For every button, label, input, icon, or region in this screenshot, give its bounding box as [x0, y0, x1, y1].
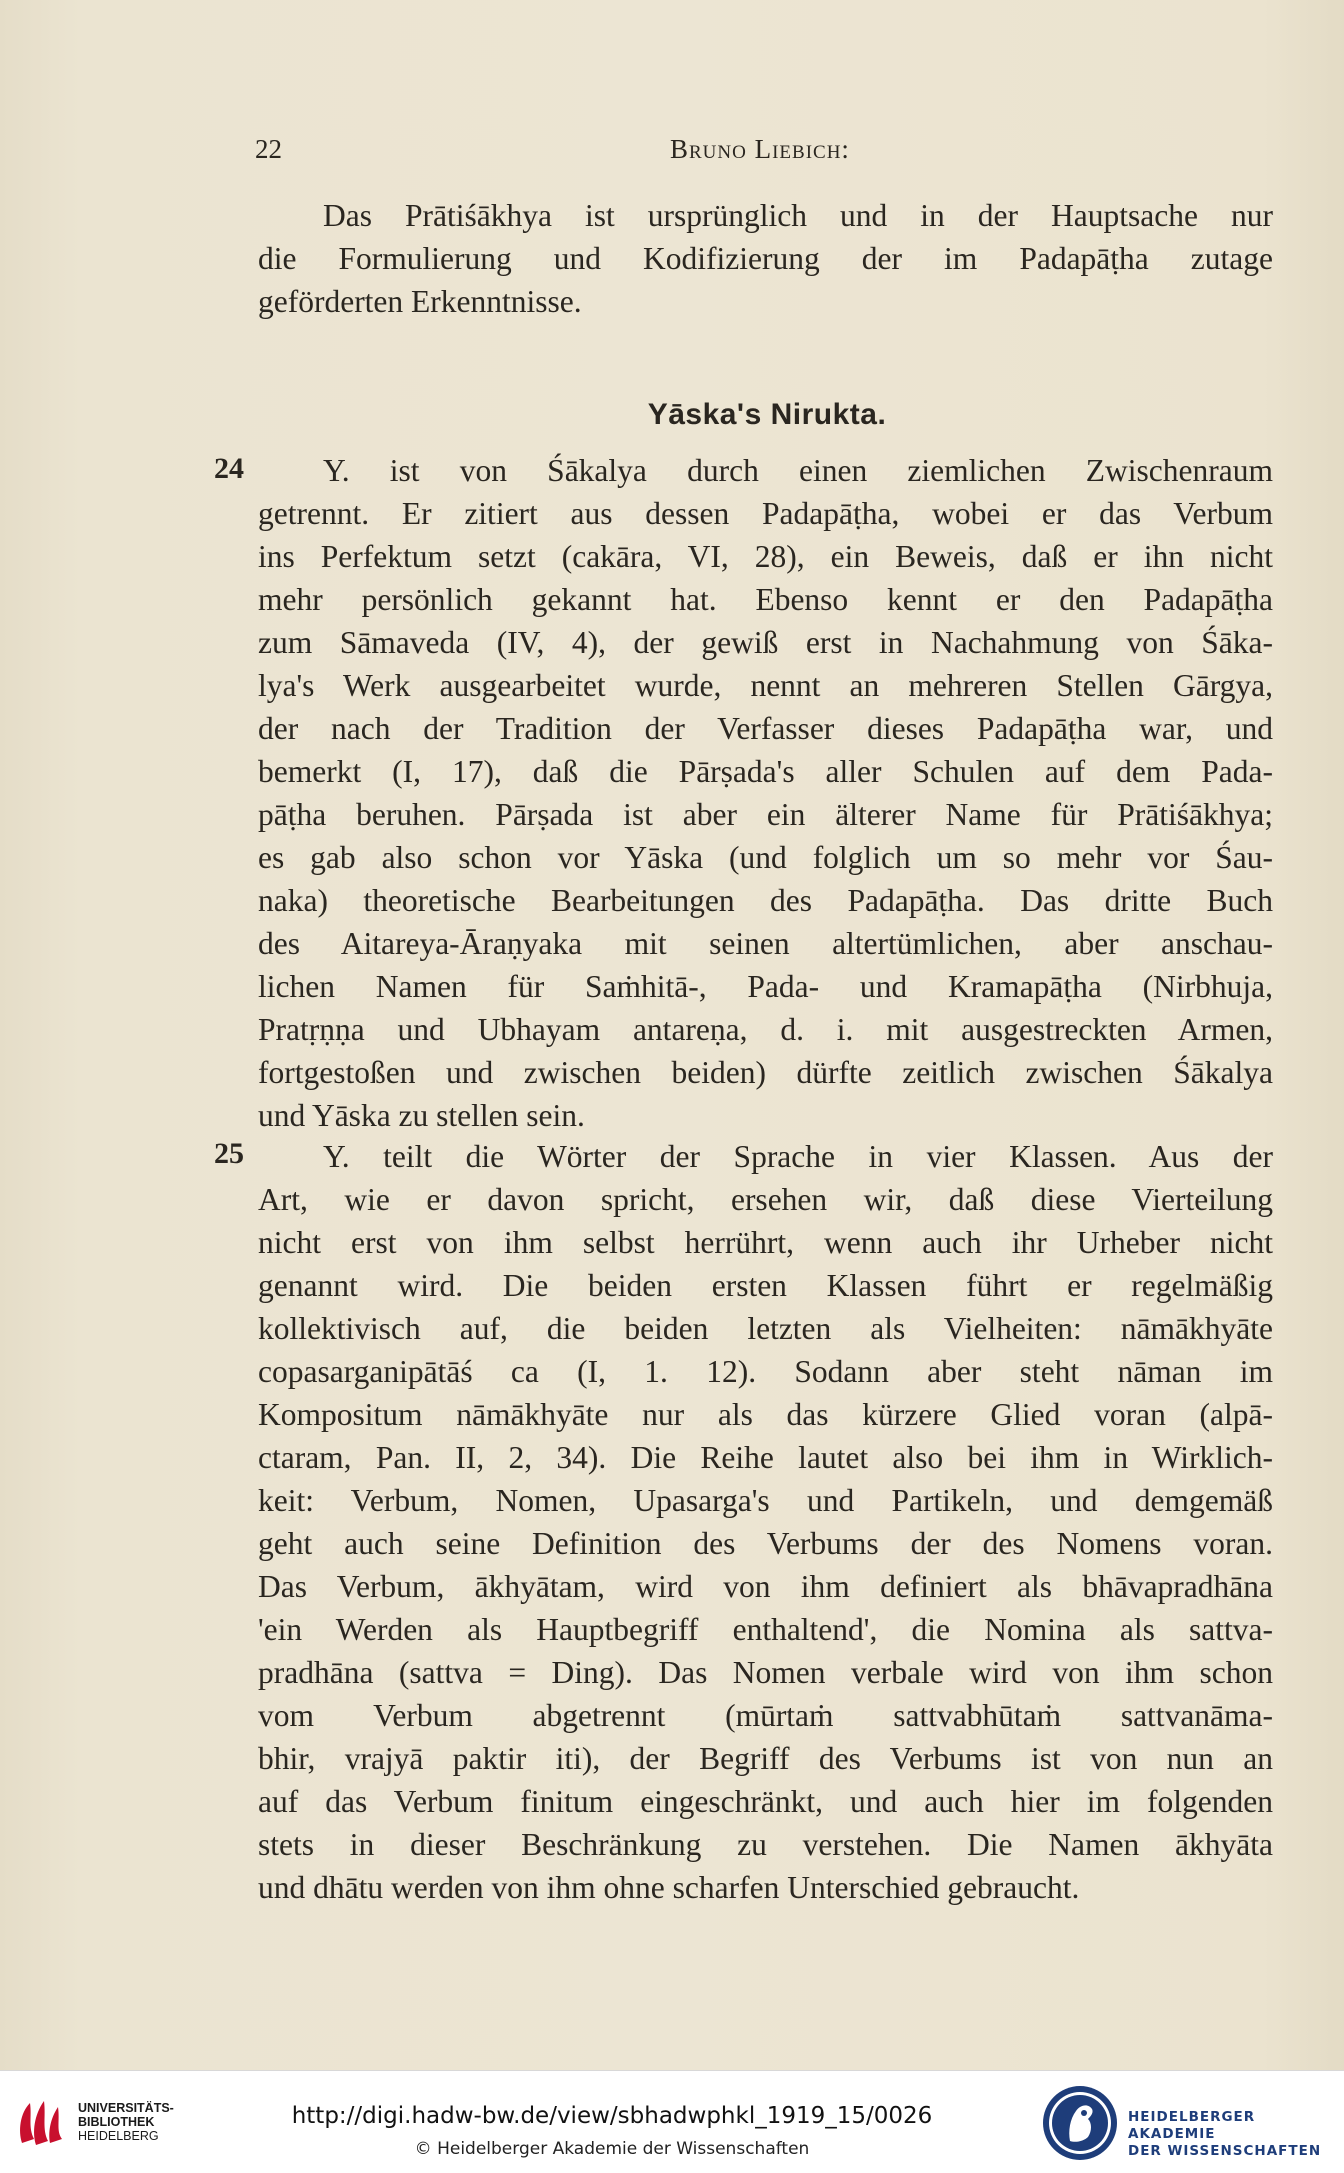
- library-line: HEIDELBERG: [78, 2129, 159, 2143]
- text-line: und dhātu werden von ihm ohne scharfen Unterschied gebraucht.: [258, 1870, 1080, 1905]
- text-line: copasarganipātāś ca (I, 1. 12). Sodann aber steht nāman im: [258, 1354, 1273, 1389]
- text-line: lya's Werk ausgearbeitet wurde, nennt an mehreren Stellen Gārgya,: [258, 668, 1273, 703]
- text-line: stets in dieser Beschränkung zu verstehen. Die Namen ākhyāta: [258, 1827, 1273, 1862]
- text-line: ctaram, Pan. II, 2, 34). Die Reihe lautet also bei ihm in Wirklich-: [258, 1440, 1273, 1475]
- paragraph-25: [258, 1135, 1273, 1909]
- text-line: 'ein Werden als Hauptbegriff enthaltend', die Nomina als sattva-: [258, 1612, 1273, 1647]
- text-line: geförderten Erkenntnisse.: [258, 284, 582, 319]
- text-line: geht auch seine Definition des Verbums der des Nomens voran.: [258, 1526, 1273, 1561]
- text-line: und Yāska zu stellen sein.: [258, 1098, 585, 1133]
- academy-line: DER WISSENSCHAFTEN: [1128, 2143, 1322, 2159]
- text-line: Y. ist von Śākalya durch einen ziemlichen Zwischenraum: [323, 453, 1273, 488]
- text-line: naka) theoretische Bearbeitungen des Padapāṭha. Das dritte Buch: [258, 883, 1273, 918]
- text-line: kollektivisch auf, die beiden letzten als Vielheiten: nāmākhyāte: [258, 1311, 1273, 1346]
- text-line: fortgestoßen und zwischen beiden) dürfte zeitlich zwischen Śākalya: [258, 1055, 1273, 1090]
- copyright-text: © Heidelberger Akademie der Wissenschaften: [414, 2139, 810, 2159]
- text-line: auf das Verbum finitum eingeschränkt, und auch hier im folgenden: [258, 1784, 1273, 1819]
- text-line: ins Perfektum setzt (cakāra, VI, 28), ein Beweis, daß er ihn nicht: [258, 539, 1273, 574]
- text-line: Kompositum nāmākhyāte nur als das kürzere Glied voran (alpā-: [258, 1397, 1273, 1432]
- footer-banner: [0, 2070, 1344, 2173]
- permalink-text[interactable]: http://digi.hadw-bw.de/view/sbhadwphkl_1919_15/0026: [291, 2103, 933, 2129]
- page-number: 22: [255, 134, 282, 164]
- text-line: vom Verbum abgetrennt (mūrtaṁ sattvabhūtaṁ sattvanāma-: [258, 1698, 1273, 1733]
- text-line: lichen Namen für Saṁhitā-, Pada- und Kramapāṭha (Nirbhuja,: [258, 969, 1273, 1004]
- text-line: der nach der Tradition der Verfasser dieses Padapāṭha war, und: [258, 711, 1273, 746]
- library-line: BIBLIOTHEK: [78, 2115, 155, 2129]
- paragraph-24: [258, 449, 1273, 1137]
- library-line: UNIVERSITÄTS-: [78, 2101, 174, 2115]
- paragraph-number-25: 25: [214, 1137, 244, 1170]
- text-line: genannt wird. Die beiden ersten Klassen führt er regelmäßig: [258, 1268, 1273, 1303]
- text-line: getrennt. Er zitiert aus dessen Padapāṭha, wobei er das Verbum: [258, 496, 1273, 531]
- text-line: nicht erst von ihm selbst herrührt, wenn auch ihr Urheber nicht: [258, 1225, 1273, 1260]
- text-line: pāṭha beruhen. Pārṣada ist aber ein älterer Name für Prātiśākhya;: [258, 797, 1273, 832]
- text-line: Y. teilt die Wörter der Sprache in vier Klassen. Aus der: [323, 1139, 1273, 1174]
- text-line: Pratṛṇṇa und Ubhayam antareṇa, d. i. mit ausgestreckten Armen,: [258, 1012, 1273, 1047]
- text-line: zum Sāmaveda (IV, 4), der gewiß erst in Nachahmung von Śāka-: [258, 625, 1273, 660]
- academy-name: [1128, 2109, 1344, 2160]
- text-line: des Aitareya-Āraṇyaka mit seinen altertümlichen, aber anschau-: [258, 926, 1273, 961]
- running-head-author: Bruno Liebich:: [670, 134, 850, 164]
- academy-seal-icon: [1040, 2083, 1120, 2163]
- text-line: keit: Verbum, Nomen, Upasarga's und Partikeln, und demgemäß: [258, 1483, 1273, 1518]
- text-line: pradhāna (sattva = Ding). Das Nomen verbale wird von ihm schon: [258, 1655, 1273, 1690]
- text-line: Das Verbum, ākhyātam, wird von ihm definiert als bhāvapradhāna: [258, 1569, 1273, 1604]
- text-line: Das Prātiśākhya ist ursprünglich und in der Hauptsache nur: [323, 198, 1273, 233]
- running-head: [255, 134, 1275, 168]
- section-heading: [0, 398, 1344, 432]
- text-line: Art, wie er davon spricht, ersehen wir, daß diese Vierteilung: [258, 1182, 1273, 1217]
- text-line: die Formulierung und Kodifizierung der im Padapāṭha zutage: [258, 241, 1273, 276]
- text-line: bemerkt (I, 17), daß die Pārṣada's aller Schulen auf dem Pada-: [258, 754, 1273, 789]
- intro-paragraph: [258, 194, 1273, 323]
- text-line: es gab also schon vor Yāska (und folglich um so mehr vor Śau-: [258, 840, 1273, 875]
- text-line: bhir, vrajyā paktir iti), der Begriff des Verbums ist von nun an: [258, 1741, 1273, 1776]
- academy-line: HEIDELBERGER AKADEMIE: [1128, 2109, 1256, 2142]
- text-line: mehr persönlich gekannt hat. Ebenso kennt er den Padapāṭha: [258, 582, 1273, 617]
- section-heading-text: Yāska's Nirukta.: [647, 398, 887, 431]
- paragraph-number-24: 24: [214, 452, 244, 485]
